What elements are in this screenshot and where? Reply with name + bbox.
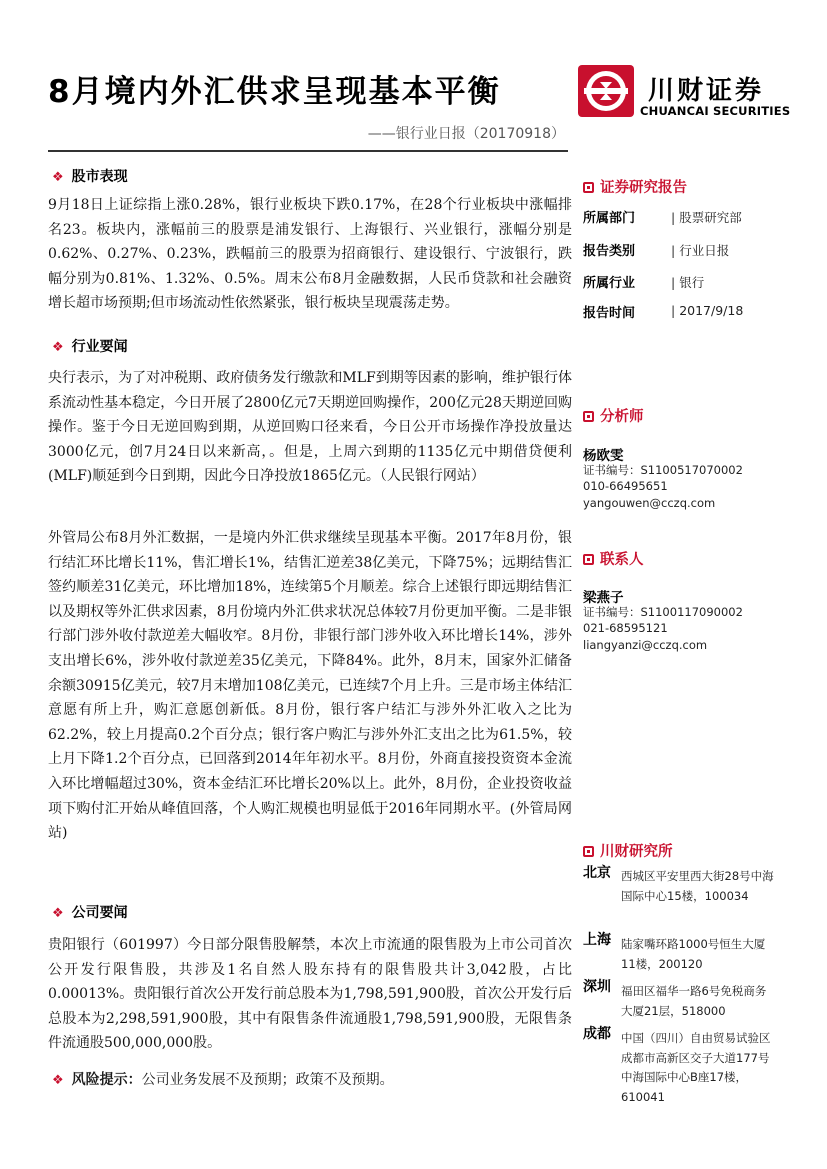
office-city-chengdu: 成都 <box>583 1026 611 1042</box>
analyst-phone: 010-66495651 <box>583 479 668 493</box>
risk-text: 公司业务发展不及预期；政策不及预期。 <box>141 1072 394 1088</box>
header-divider <box>48 150 568 152</box>
contact-cert: 证书编号：S1100117090002 <box>583 605 743 619</box>
square-bullet-icon <box>583 182 594 193</box>
meta-key-department: 所属部门 <box>583 211 636 226</box>
diamond-bullet-icon: ❖ <box>52 906 64 921</box>
meta-value-industry: | 银行 <box>671 273 704 291</box>
analyst-email[interactable]: yangouwen@cczq.com <box>583 496 716 510</box>
meta-key-industry: 所属行业 <box>583 276 636 291</box>
square-bullet-icon <box>583 846 594 857</box>
analyst-name: 杨欧雯 <box>583 448 624 464</box>
sidebar-heading-contact: 联系人 <box>583 548 644 569</box>
section-heading-industry: ❖ 行业要闻 <box>52 339 128 355</box>
office-address-shanghai: 陆家嘴环路1000号恒生大厦11楼，200120 <box>621 937 766 971</box>
sidebar-heading-institute: 川财研究所 <box>583 840 673 861</box>
meta-value-date: | 2017/9/18 <box>671 303 743 318</box>
office-city-beijing: 北京 <box>583 865 611 881</box>
office-address-chengdu: 中国（四川）自由贸易试验区成都市高新区交子大道177号中海国际中心B座17楼，610041 <box>621 1031 771 1104</box>
report-subtitle: ——银行业日报（20170918） <box>367 126 565 142</box>
office-city-shenzhen: 深圳 <box>583 979 611 995</box>
report-title: 8月境内外汇供求呈现基本平衡 <box>48 74 501 110</box>
sidebar-heading-report: 证券研究报告 <box>583 176 687 197</box>
square-bullet-icon <box>583 554 594 565</box>
diamond-bullet-icon: ❖ <box>52 1073 64 1088</box>
brand-name-en: CHUANCAI SECURITIES <box>640 104 791 118</box>
analyst-cert: 证书编号：S1100517070002 <box>583 463 743 477</box>
meta-key-date: 报告时间 <box>583 306 636 321</box>
risk-note <box>52 1069 394 1089</box>
meta-key-category: 报告类别 <box>583 244 636 259</box>
contact-email[interactable]: liangyanzi@cczq.com <box>583 638 708 652</box>
office-city-shanghai: 上海 <box>583 932 611 948</box>
contact-name: 梁燕子 <box>583 590 624 606</box>
office-address-shenzhen: 福田区福华一路6号免税商务大厦21层，518000 <box>621 984 767 1018</box>
company-paragraph: 贵阳银行（601997）今日部分限售股解禁，本次上市流通的限售股为上市公司首次公开发行限售股，共涉及1名自然人股东持有的限售股共计3,042股，占比0.00013%。贵阳银行首次公开发行前总股本为1,798,591,900股，首次公开发行后总股本为2,298,591,900股，其中有限售条件流通股1,798,591,900股，无限售条件流通股500,000,000股。 <box>48 937 572 1052</box>
section-heading-market: ❖ 股市表现 <box>52 169 128 185</box>
meta-value-department: | 股票研究部 <box>671 208 742 226</box>
diamond-bullet-icon: ❖ <box>52 340 64 355</box>
market-paragraph: 9月18日上证综指上涨0.28%，银行业板块下跌0.17%，在28个行业板块中涨幅排名23。板块内，涨幅前三的股票是浦发银行、上海银行、兴业银行，涨幅分别是0.62%、0.27%、0.23%，跌幅前三的股票为招商银行、建设银行、宁波银行，跌幅分别为0.81%、1.32%、0.5%。周末公布8月金融数据，人民币贷款和社会融资增长超市场预期;但市场流动性依然紧张，银行板块呈现震荡走势。 <box>48 197 572 312</box>
brand-name-cn: 川财证券 <box>648 76 765 106</box>
office-address-beijing: 西城区平安里西大街28号中海国际中心15楼，100034 <box>621 869 774 903</box>
sidebar-heading-analyst: 分析师 <box>583 405 644 426</box>
risk-label: 风险提示： <box>71 1072 142 1088</box>
square-bullet-icon <box>583 411 594 422</box>
industry-paragraph-2: 外管局公布8月外汇数据，一是境内外汇供求继续呈现基本平衡。2017年8月份，银行结汇环比增长11%，售汇增长1%，结售汇逆差38亿美元，下降75%；远期结售汇签约顺差31亿美元，环比增加18%，连续第5个月顺差。综合上述银行即远期结售汇以及期权等外汇供求因素，8月份境内外汇供求状况总体较7月份更加平衡。二是非银行部门涉外收付款逆差大幅收窄。8月份，非银行部门涉外收入环比增长14%，涉外支出增长6%，涉外收付款逆差35亿美元，下降84%。此外，8月末，国家外汇储备余额30915亿美元，较7月末增加108亿美元，已连续7个月上升。三是市场主体结汇意愿有所上升，购汇意愿创新低。8月份，银行客户结汇与涉外外汇收入之比为62.2%，较上月提高0.2个百分点；银行客户购汇与涉外外汇支出之比为61.5%，较上月下降1.2个百分点，已回落到2014年年初水平。8月份，外商直接投资资本金流入环比增幅超过30%，资本金结汇环比增长20%以上。此外，8月份，企业投资收益项下购付汇开始从峰值回落，个人购汇规模也明显低于2016年同期水平。(外管局网站) <box>48 530 572 842</box>
meta-value-category: | 行业日报 <box>671 241 729 259</box>
section-heading-company: ❖ 公司要闻 <box>52 905 128 921</box>
contact-phone: 021-68595121 <box>583 621 668 635</box>
diamond-bullet-icon: ❖ <box>52 170 64 185</box>
chuancai-logo-icon <box>578 65 634 117</box>
industry-paragraph-1: 央行表示，为了对冲税期、政府债务发行缴款和MLF到期等因素的影响，维护银行体系流动性基本稳定，今日开展了2800亿元7天期逆回购操作，200亿元28天期逆回购操作。鉴于今日无逆回购到期，从逆回购口径来看，今日公开市场操作净投放量达3000亿元，创7月24日以来新高，。但是，上周六到期的1135亿元中期借贷便利(MLF)顺延到今日到期，因此今日净投放1865亿元。（人民银行网站） <box>48 370 572 485</box>
